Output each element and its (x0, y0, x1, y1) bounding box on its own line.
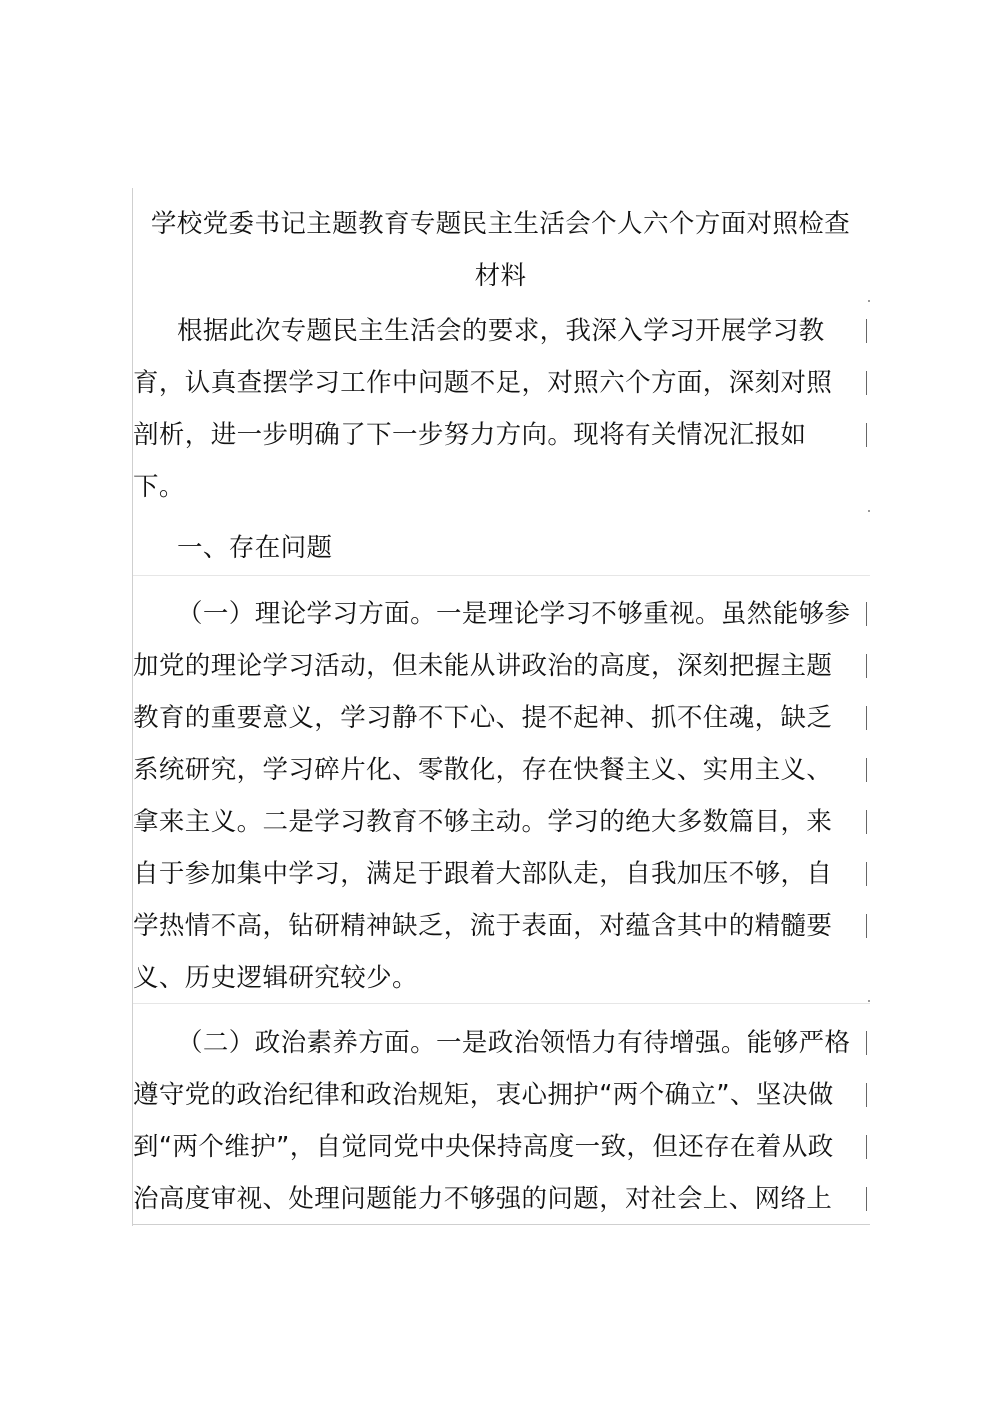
section-divider (133, 575, 870, 576)
paragraph-line: 自于参加集中学习，满足于跟着大部队走，自我加压不够，自 (133, 859, 833, 889)
paragraph-line: 拿来主义。二是学习教育不够主动。学习的绝大多数篇目，来 (133, 807, 833, 837)
margin-dot (868, 1000, 870, 1002)
margin-dot (868, 510, 870, 512)
document-title-line2: 材料 (474, 261, 527, 291)
paragraph-line: （二）政治素养方面。一是政治领悟力有待增强。能够严格 (177, 1028, 851, 1058)
paragraph-line: 教育的重要意义，学习静不下心、提不起神、抓不住魂，缺乏 (133, 703, 833, 733)
paragraph-line: 遵守党的政治纪律和政治规矩，衷心拥护“两个确立”、坚决做 (133, 1080, 834, 1110)
section-heading: 一、存在问题 (177, 533, 333, 563)
paragraph-line: 加党的理论学习活动，但未能从讲政治的高度，深刻把握主题 (133, 651, 833, 681)
paragraph-line: 学热情不高，钻研精神缺乏，流于表面，对蕴含其中的精髓要 (133, 911, 833, 941)
intro-line: 育，认真查摆学习工作中问题不足，对照六个方面，深刻对照 (133, 368, 833, 398)
intro-line: 剖析，进一步明确了下一步努力方向。现将有关情况汇报如 (133, 420, 807, 450)
paragraph-line: 义、历史逻辑研究较少。 (133, 963, 418, 993)
paragraph-line: 治高度审视、处理问题能力不够强的问题，对社会上、网络上 (133, 1184, 833, 1214)
paragraph-line: 系统研究，学习碎片化、零散化，存在快餐主义、实用主义、 (133, 755, 833, 785)
document-title-line1: 学校党委书记主题教育专题民主生活会个人六个方面对照检查 (150, 209, 851, 239)
margin-dot (868, 300, 870, 302)
intro-line: 根据此次专题民主生活会的要求，我深入学习开展学习教 (177, 316, 825, 346)
intro-line: 下。 (133, 472, 185, 502)
paragraph-line: （一）理论学习方面。一是理论学习不够重视。虽然能够参 (177, 599, 851, 629)
paragraph-line: 到“两个维护”，自觉同党中央保持高度一致，但还存在着从政 (133, 1132, 834, 1162)
